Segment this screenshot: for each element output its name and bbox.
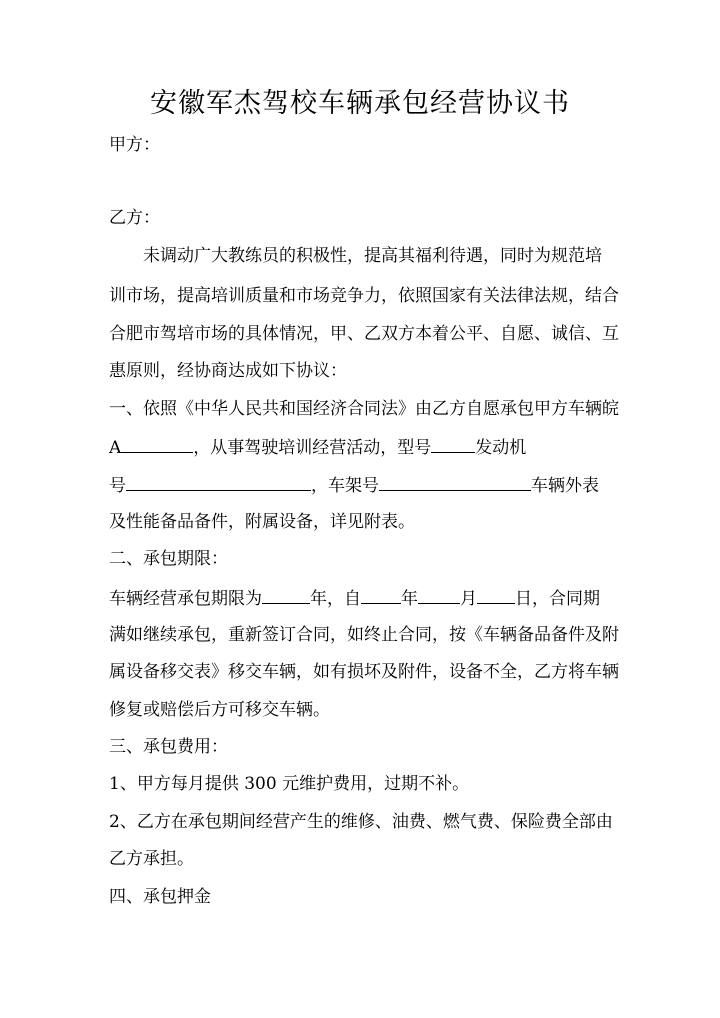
plate-prefix: A [109, 438, 122, 458]
plate-number-blank [121, 434, 193, 453]
section2-line-2: 满如继续承包，重新签订合同，如终止合同，按《车辆备品备件及附 [109, 625, 619, 645]
party-b-label: 乙方： [109, 208, 160, 228]
section1-line-2 [109, 434, 526, 460]
engine-number-blank [126, 472, 311, 491]
party-a-label: 甲方： [109, 135, 160, 155]
section1-line-3-tail: 车辆外表 [531, 476, 599, 496]
section3-item-2-line-2: 乙方承担。 [109, 849, 194, 869]
engine-label: 发动机 [475, 438, 527, 458]
term-from-label: 年，自 [310, 589, 361, 609]
section3-heading: 三、承包费用： [109, 737, 228, 757]
day-label: 日，合同期 [515, 589, 600, 609]
section1-line-2-text: ，从事驾驶培训经营活动，型号 [193, 438, 432, 458]
frame-label: ，车架号 [311, 476, 379, 496]
engine-number-label: 号 [109, 476, 126, 496]
year-label: 年 [401, 589, 418, 609]
start-day-blank [477, 585, 515, 604]
section3-item-1: 1、甲方每月提供 300 元维护费用，过期不补。 [109, 774, 470, 794]
start-month-blank [418, 585, 460, 604]
section2-line-4: 修复或赔偿后方可移交车辆。 [109, 700, 330, 720]
section2-line-3: 属设备移交表》移交车辆，如有损坏及附件，设备不全，乙方将车辆 [109, 662, 619, 682]
section4-heading: 四、承包押金 [109, 887, 211, 907]
term-years-blank [262, 585, 310, 604]
term-label: 车辆经营承包期限为 [109, 589, 262, 609]
intro-line-2: 训市场，提高培训质量和市场竞争力，依照国家有关法律法规，结合 [109, 286, 619, 306]
frame-number-blank [379, 472, 531, 491]
month-label: 月 [460, 589, 477, 609]
section1-line-4: 及性能备品备件，附属设备，详见附表。 [109, 512, 415, 532]
intro-line-1: 未调动广大教练员的积极性，提高其福利待遇，同时为规范培 [143, 246, 602, 266]
start-year-blank [361, 585, 401, 604]
intro-line-4: 惠原则，经协商达成如下协议： [109, 361, 347, 381]
section3-item-2-line-1: 2、乙方在承包期间经营产生的维修、油费、燃气费、保险费全部由 [109, 812, 613, 832]
section1-line-1: 一、依照《中华人民共和国经济合同法》由乙方自愿承包甲方车辆皖 [109, 399, 619, 419]
model-blank [431, 434, 475, 453]
section2-line-1 [109, 585, 600, 611]
intro-line-3: 合肥市驾培市场的具体情况，甲、乙双方本着公平、自愿、诚信、互 [109, 324, 619, 344]
section2-heading: 二、承包期限： [109, 549, 228, 569]
section1-line-3 [109, 472, 599, 498]
document-title: 安徽军杰驾校车辆承包经营协议书 [150, 88, 570, 119]
